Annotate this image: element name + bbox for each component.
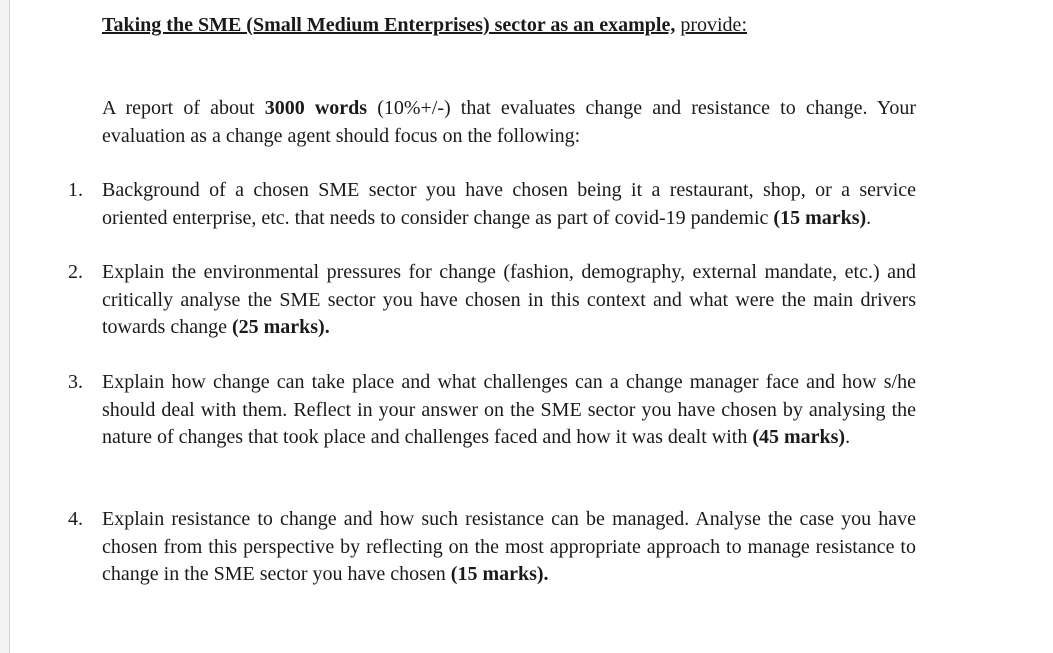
intro-text-end: (10%+/-) that evaluates change and resistance to change. Your evaluation as a change agent should focus on the following: [102,97,916,147]
list-item-marks: (15 marks) [773,206,867,229]
list-item-number: 4. [68,508,83,530]
list-item-body: Explain how change can take place and what challenges can a change manager face and how s/he should deal with them. Reflect in your answer on the SME sector you have chosen by analysing the nature of changes that took place and challenges faced and how it was dealt with [102,371,916,448]
list-item-tail: . [866,206,872,229]
list-item-tail: . [845,426,851,448]
word-count: 3000 words [264,97,368,119]
heading-bold-text: Taking the SME (Small Medium Enterprises) sector as an example, [102,14,676,36]
heading-plain-text: provide: [680,14,747,36]
assignment-heading [102,12,922,39]
list-item-marks: (25 marks). [231,316,330,338]
list-item-marks: (45 marks) [752,426,846,448]
intro-paragraph [102,95,916,150]
list-item-text [102,177,916,232]
intro-text-start: A report of about [102,97,265,119]
list-item-body: Background of a chosen SME sector you have chosen being it a restaurant, shop, or a service oriented enterprise, etc. that needs to consider change as part of covid-19 pandemic [102,179,916,229]
list-item-number: 1. [68,179,83,201]
list-item [68,259,918,342]
list-item-body: Explain the environmental pressures for change (fashion, demography, external mandate, etc.) and critically analyse the SME sector you have chosen in this context and what were the main drivers towards change [102,261,916,338]
list-item [68,369,918,452]
list-item-number: 2. [68,261,83,283]
list-item-text [102,369,916,452]
list-item-body: Explain resistance to change and how such resistance can be managed. Analyse the case you have chosen from this perspective by reflecting on the most appropriate approach to manage resistance to change in the SME sector you have chosen [102,508,916,585]
list-item-marks: (15 marks). [450,563,549,585]
list-item-text [102,259,916,342]
list-item-number: 3. [68,371,83,393]
list-item-text [102,506,916,589]
list-item [68,506,918,589]
list-item [68,177,918,232]
